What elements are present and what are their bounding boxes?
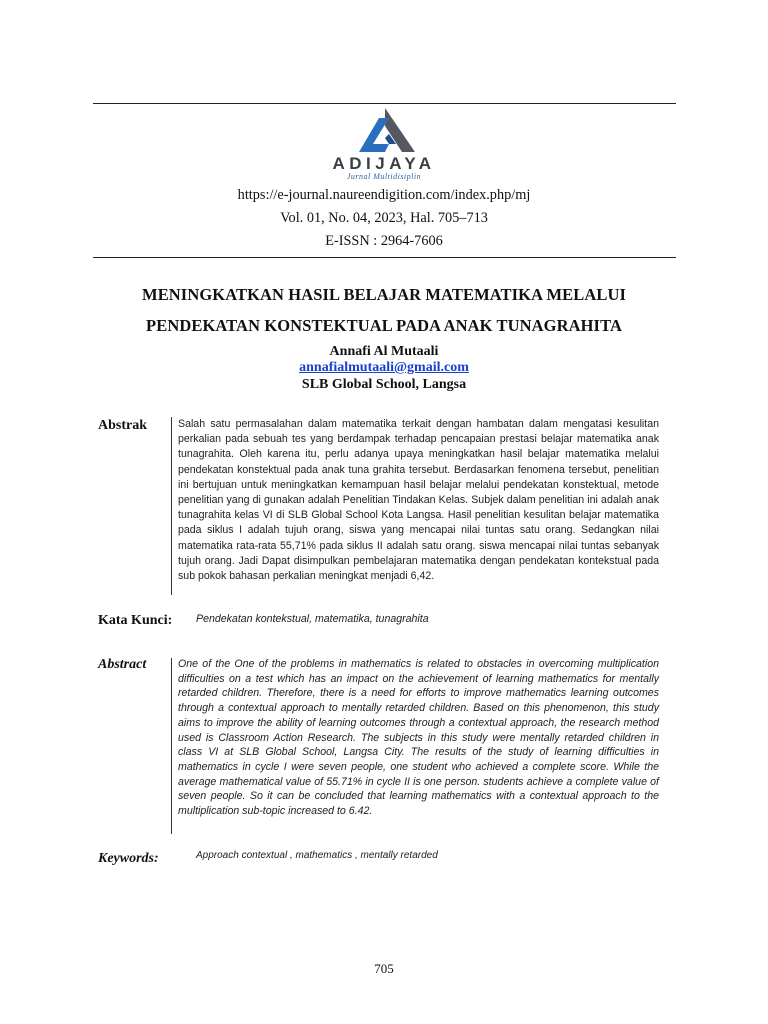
logo-mark-icon bbox=[349, 106, 419, 156]
top-rule bbox=[93, 103, 676, 104]
article-title-line-2: PENDEKATAN KONSTEKTUAL PADA ANAK TUNAGRAHITA bbox=[146, 316, 622, 335]
journal-url[interactable]: https://e-journal.naureendigition.com/index.php/mj bbox=[237, 187, 531, 203]
abstract-text: One of the One of the problems in mathematics is related to obstacles in overcoming multiplication difficulties on a test which has an impact on the achievement of learning mathematics for mentally retarded children. Therefore, there is a need for efforts to improve mathematics learning outcomes through a contextual approach to mentally retarded children. Based on this phenomenon, this study aims to improve the ability of learning outcomes through a contextual approach, the research method used is Classroom Action Research. The subjects in this study were mentally retarded children in class VI at SLB Global School, Langsa City. The results of the study of learning difficulties in mathematics in cycle I were seven people, one student who achieved a complete score. While the average mathematical value of 55.71% in cycle II is one person. students achieve a complete value of seven people. So it can be concluded that learning mathematics with a contextual approach to the multiplication sub-topic increased to 6.42. bbox=[178, 658, 659, 818]
author-affiliation: SLB Global School, Langsa bbox=[301, 377, 467, 392]
header-rule bbox=[93, 257, 676, 258]
journal-issn: E-ISSN : 2964-7606 bbox=[325, 233, 443, 249]
abstrak-label: Abstrak bbox=[98, 418, 148, 433]
logo-wordmark: ADIJAYA bbox=[332, 154, 436, 173]
author-name: Annafi Al Mutaali bbox=[329, 344, 439, 359]
keywords-label: Keywords: bbox=[98, 851, 159, 866]
abstrak-divider bbox=[171, 417, 172, 595]
keywords-text: Approach contextual , mathematics , mentally retarded bbox=[196, 850, 438, 861]
abstract-divider bbox=[171, 658, 172, 834]
journal-volume: Vol. 01, No. 04, 2023, Hal. 705–713 bbox=[280, 210, 488, 226]
logo-tagline: Jurnal Multidisiplin bbox=[346, 172, 422, 181]
abstrak-text: Salah satu permasalahan dalam matematika terkait dengan hambatan dalam mengatasi kesulitan perkalian pada sebuah tes yang berdampak terhadap pencapaian prestasi belajar matematika anak tunagrahita. Oleh karena itu, perlu adanya upaya meningkatkan hasil belajar matematika melalui pendekatan konstektual pada anak tuna grahita tersebut. Berdasarkan fenomena tersebut, penelitian ini bertujuan untuk meningkatkan kemampuan hasil belajar melalui pendekatan konstektual, metode penelitian yang di gunakan adalah Penelitian Tindakan Kelas. Subjek dalam penelitian ini adalah anak tunagrahita kelas VI di SLB Global School Kota Langsa. Hasil penelitian kesulitan belajar matematika pada siklus I adalah tujuh orang, siswa yang mencapai nilai tuntas satu orang. Sedangkan nilai matematika rata-rata 55,71% pada siklus II adalah satu orang. siswa mencapai nilai tuntas sebanyak tujuh orang. Jadi Dapat disimpulkan pembelajaran matematika dengan pendekatan kontekstual pada sub pokok bahasan perkalian meningkat menjadi 6,42. bbox=[178, 418, 659, 583]
author-email-link[interactable]: annafialmutaali@gmail.com bbox=[299, 360, 469, 375]
kata-kunci-text: Pendekatan kontekstual, matematika, tunagrahita bbox=[196, 613, 429, 625]
page-number: 705 bbox=[374, 961, 394, 976]
abstract-label: Abstract bbox=[98, 657, 147, 672]
article-title-line-1: MENINGKATKAN HASIL BELAJAR MATEMATIKA MELALUI bbox=[142, 285, 626, 304]
kata-kunci-label: Kata Kunci: bbox=[98, 613, 173, 628]
journal-logo bbox=[319, 106, 449, 182]
